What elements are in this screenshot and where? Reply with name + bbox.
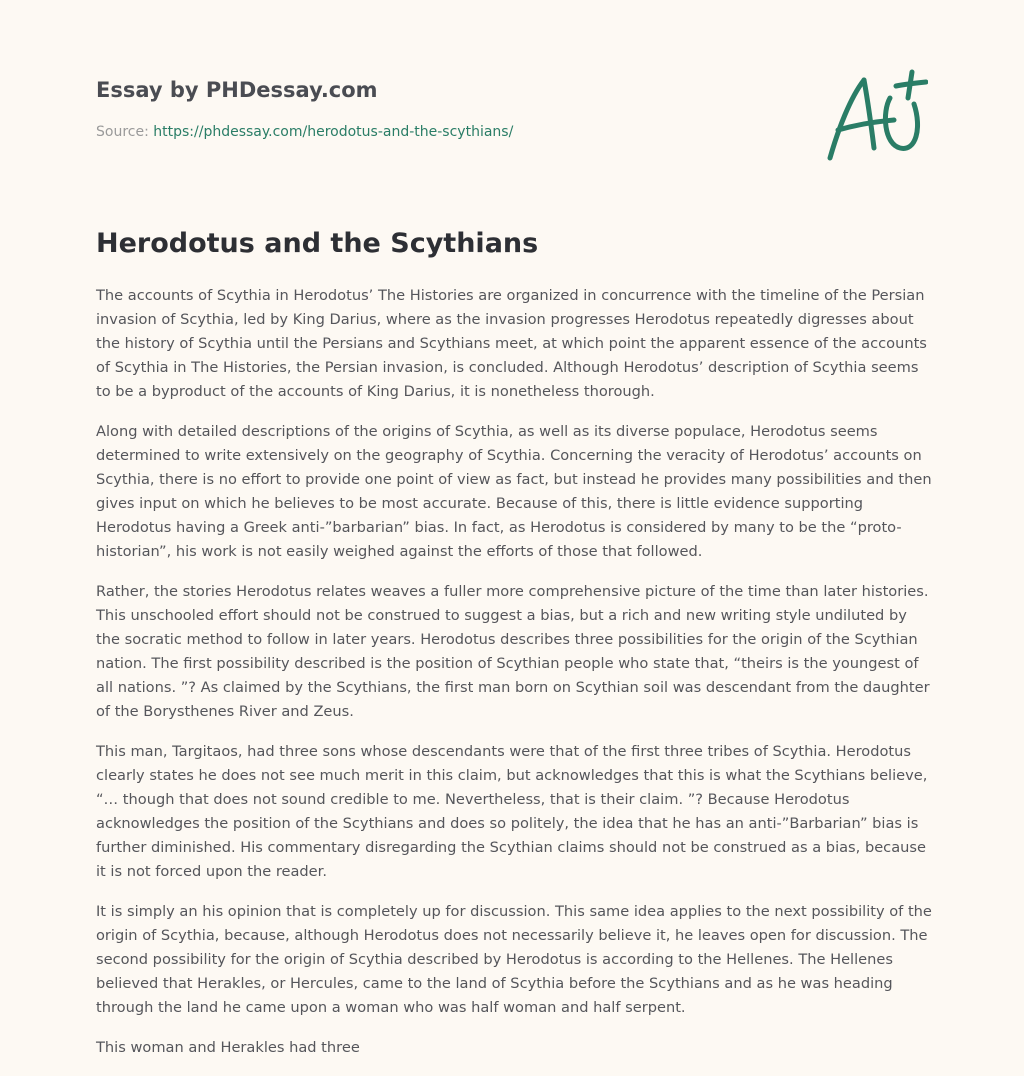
essay-paragraph: The accounts of Scythia in Herodotus’ The Histories are organized in concurrence with the timeline of the Persian invasion of Scythia, led by King Darius, where as the invasion progresses Herodotus repeatedly digresses about the history of Scythia until the Persians and Scythians meet, at which point the apparent essence of the accounts of Scythia in The Histories, the Persian invasion, is concluded. Although Herodotus’ description of Scythia seems to be a byproduct of the accounts of King Darius, it is nonetheless thorough. <box>96 287 927 400</box>
essay-paragraph: This man, Targitaos, had three sons whose descendants were that of the first three tribes of Scythia. Herodotus clearly states he does not see much merit in this claim, but acknowledges that this is what the Scythians believe, “… though that does not sound credible to me. Nevertheless, that is their claim. ”? Because Herodotus acknowledges the position of the Scythians and does so politely, the idea that he has an anti-”Barbarian” bias is further diminished. His commentary disregarding the Scythian claims should not be construed as a bias, because it is not forced upon the reader. <box>96 743 928 880</box>
a-plus-logo-icon <box>824 68 928 164</box>
essay-paragraph: Rather, the stories Herodotus relates weaves a fuller more comprehensive picture of the time than later histories. This unschooled effort should not be construed to suggest a bias, but a rich and new writing style undiluted by the socratic method to follow in later years. Herodotus describes three possibilities for the origin of the Scythian nation. The first possibility described is the position of Scythian people who state that, “theirs is the youngest of all nations. ”? As claimed by the Scythians, the first man born on Scythian soil was descendant from the daughter of the Borysthenes River and Zeus. <box>96 583 930 720</box>
source-line <box>96 124 513 140</box>
essay-paragraph: It is simply an his opinion that is completely up for discussion. This same idea applies to the next possibility of the origin of Scythia, because, although Herodotus does not necessarily believe it, he leaves open for discussion. The second possibility for the origin of Scythia described by Herodotus is according to the Hellenes. The Hellenes believed that Herakles, or Hercules, came to the land of Scythia before the Scythians and as he was heading through the land he came upon a woman who was half woman and half serpent. <box>96 903 932 1016</box>
site-title: Essay by PHDessay.com <box>96 78 378 102</box>
source-label: Source: <box>96 124 149 140</box>
essay-title: Herodotus and the Scythians <box>96 228 539 259</box>
essay-paragraph: Along with detailed descriptions of the origins of Scythia, as well as its diverse populace, Herodotus seems determined to write extensively on the geography of Scythia. Concerning the veracity of Herodotus’ accounts on Scythia, there is no effort to provide one point of view as fact, but instead he provides many possibilities and then gives input on which he believes to be most accurate. Because of this, there is little evidence supporting Herodotus having a Greek anti-”barbarian” bias. In fact, as Herodotus is considered by many to be the “proto-historian”, his work is not easily weighed against the efforts of those that followed. <box>96 423 932 560</box>
source-link[interactable]: https://phdessay.com/herodotus-and-the-scythians/ <box>153 124 514 140</box>
essay-body <box>96 284 932 1076</box>
essay-paragraph: This woman and Herakles had three <box>96 1039 360 1056</box>
